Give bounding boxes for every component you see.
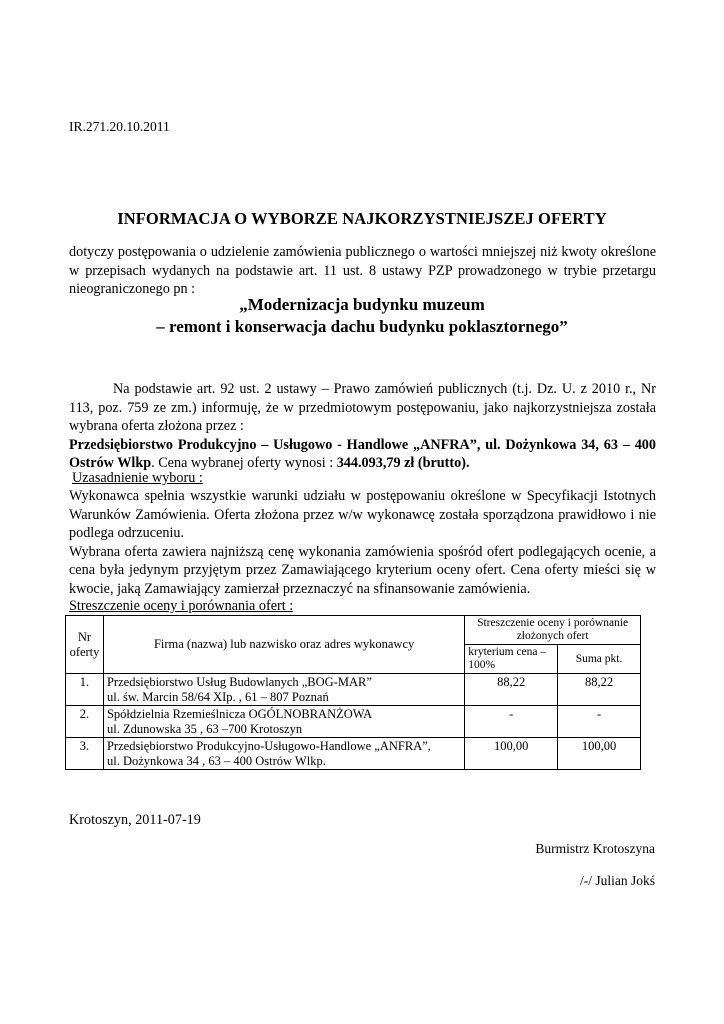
justification-para-1: Wykonawca spełnia wszystkie warunki udziału w postępowaniu określone w Specyfikacji Istotnych Warunków Zamówienia. Oferta złożona przez w/w wykonawcę została sporządzona prawidłowo i nie podlega odrzuceniu. xyxy=(69,488,656,541)
document-reference: IR.271.20.10.2011 xyxy=(69,119,170,134)
offers-table xyxy=(65,615,641,770)
summary-heading: Streszczenie oceny i porównania ofert : xyxy=(69,598,294,614)
signatory-title: Burmistrz Krotoszyna xyxy=(535,841,655,856)
justification-body xyxy=(69,487,656,598)
intro-paragraph: dotyczy postępowania o udzielenie zamówienia publicznego o wartości mniejszej niż kwoty określone w przepisach wydanych na podstawie art. 11 ust. 8 ustawy PZP prowadzonego w trybie przetargu nieograniczonego pn : xyxy=(69,244,656,297)
decision-text: Na podstawie art. 92 ust. 2 ustawy – Prawo zamówień publicznych (t.j. Dz. U. z 2010 r., Nr 113, poz. 759 ze zm.) informuję, że w przedmiotowym postępowaniu, jako najkorzystniejsza została wybrana oferta złożona przez : xyxy=(69,381,656,434)
firm-address: ul. św. Marcin 58/64 XIp. , 61 – 807 Poznań xyxy=(106,689,329,704)
row-criterion: 100,00 xyxy=(465,738,558,770)
winner-name: Przedsiębiorstwo Produkcyjno – Usługowo - Handlowe „ANFRA”, ul. Dożynkowa 34, 63 – 400 Ostrów Wlkp xyxy=(69,436,656,471)
row-sum: 88,22 xyxy=(558,674,641,706)
row-criterion: - xyxy=(465,706,558,738)
subject-line-1: „Modernizacja budynku muzeum xyxy=(239,295,485,314)
price-intro: . Cena wybranej oferty wynosi : xyxy=(151,455,337,471)
firm-address: ul. Zdunowska 35 , 63 –700 Krotoszyn xyxy=(106,721,303,736)
subject-line-2: – remont i konserwacja dachu budynku poklasztornego” xyxy=(156,317,568,336)
document-title: INFORMACJA O WYBORZE NAJKORZYSTNIEJSZEJ OFERTY xyxy=(117,209,607,228)
firm-name: Przedsiębiorstwo Usług Budowlanych „BOG-MAR” xyxy=(106,675,372,689)
justification-para-2: Wybrana oferta zawiera najniższą cenę wykonania zamówienia spośród ofert podlegających ocenie, a cena była jedynym przyjętym przez Zamawiającego kryterium oceny ofert. Cena oferty mieści się w kwocie, jaką Zamawiający zamierzał przeznaczyć na sfinansowanie zamówienia. xyxy=(69,543,656,597)
signatory-name: /-/ Julian Jokś xyxy=(579,873,655,888)
firm-address: ul. Dożynkowa 34 , 63 – 400 Ostrów Wlkp. xyxy=(106,753,326,768)
place-date: Krotoszyn, 2011-07-19 xyxy=(69,812,201,828)
header-evaluation: Streszczenie oceny i porównanie złożonych ofert xyxy=(465,616,641,645)
row-firm xyxy=(103,706,464,738)
winning-price: 344.093,79 zł (brutto). xyxy=(336,455,470,471)
header-sum: Suma pkt. xyxy=(558,645,641,674)
table-row xyxy=(66,674,641,706)
header-nr: Nr oferty xyxy=(66,616,104,674)
row-nr: 2. xyxy=(66,706,104,738)
row-sum: 100,00 xyxy=(558,738,641,770)
table-row xyxy=(66,706,641,738)
justification-heading: Uzasadnienie wyboru : xyxy=(72,470,203,486)
decision-paragraph xyxy=(69,380,656,473)
contract-subject xyxy=(0,294,724,338)
table-header-row xyxy=(66,616,641,645)
firm-name: Spółdzielnia Rzemieślnicza OGÓLNOBRANŻOWA xyxy=(106,707,373,721)
firm-name: Przedsiębiorstwo Produkcyjno-Usługowo-Handlowe „ANFRA”, xyxy=(106,739,431,753)
row-sum: - xyxy=(558,706,641,738)
row-firm xyxy=(103,738,464,770)
header-firm: Firma (nazwa) lub nazwisko oraz adres wykonawcy xyxy=(103,616,464,674)
row-criterion: 88,22 xyxy=(465,674,558,706)
header-criterion: kryterium cena – 100% xyxy=(465,645,558,674)
table-row xyxy=(66,738,641,770)
decision-winner-line xyxy=(69,436,656,473)
row-firm xyxy=(103,674,464,706)
row-nr: 1. xyxy=(66,674,104,706)
row-nr: 3. xyxy=(66,738,104,770)
